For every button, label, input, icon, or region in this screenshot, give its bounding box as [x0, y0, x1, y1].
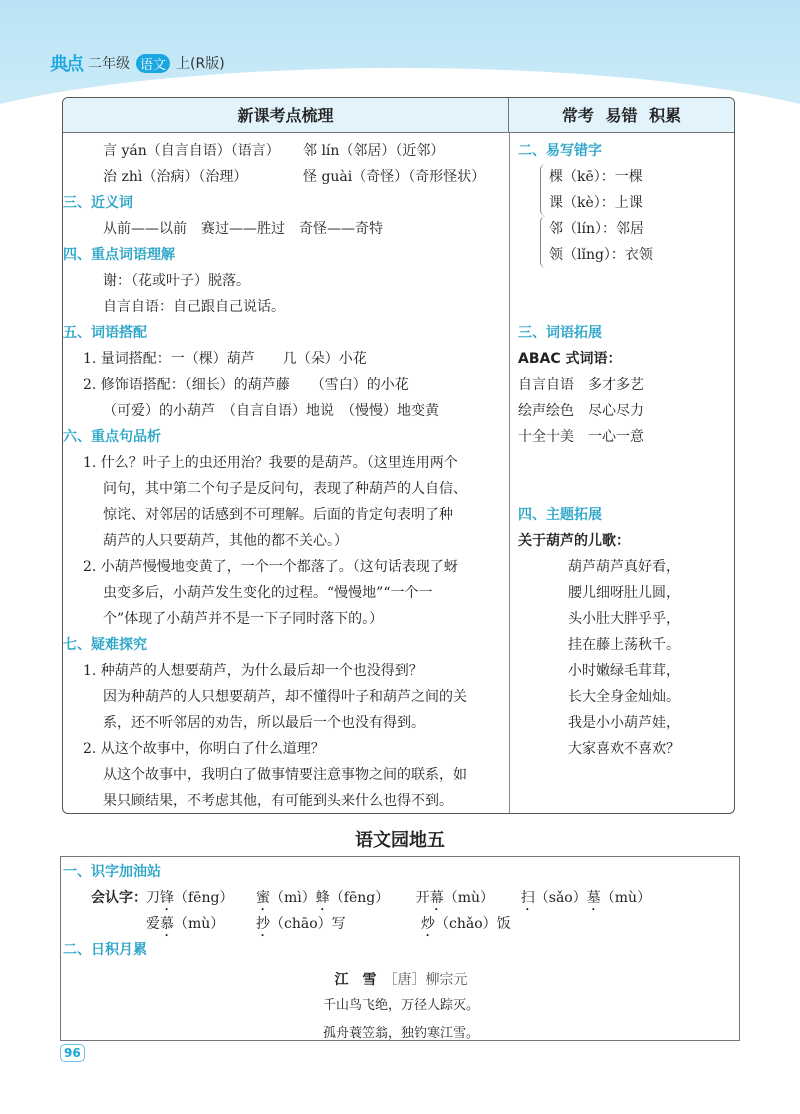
text-line: 1. 种葫芦的人想要葫芦，为什么最后却一个也没得到？	[83, 663, 423, 679]
char-pair: 邻（lín）：邻居	[549, 221, 644, 237]
section-heading: 二、易写错字	[518, 143, 602, 159]
char-pair: 课（kè）：上课	[549, 195, 643, 211]
garden-box	[60, 856, 740, 1041]
song-line: 挂在藤上荡秋千。	[568, 637, 680, 653]
poem-title: 江 雪	[334, 972, 377, 988]
poly-item: 言 yán（自言自语）（语言）	[103, 143, 280, 159]
poem-line: 千山鸟飞绝，万径人踪灭。	[322, 998, 479, 1013]
song-line: 葫芦葫芦真好看，	[568, 559, 680, 575]
text-line: 惊诧、对邻居的话感到不可理解。后面的肯定句表明了种	[103, 507, 453, 523]
word-row: 自言自语 多才多艺	[518, 377, 644, 393]
char-item: 扫（sǎo）	[520, 890, 587, 906]
subheading: 关于葫芦的儿歌：	[518, 533, 630, 549]
text-line: 2. 修饰语搭配：（细长）的葫芦藤 （雪白）的小花	[83, 377, 409, 393]
char-item: 蜜（mì）	[256, 890, 316, 906]
text-line: 问句，其中第二个句子是反问句，表现了种葫芦的人自信、	[103, 481, 467, 497]
text-line: （可爱）的小葫芦 （自言自语）地说 （慢慢）地变黄	[103, 403, 439, 419]
poly-item: 邻 lín（邻居）（近邻）	[303, 143, 445, 159]
song-line: 大家喜欢不喜欢？	[568, 741, 680, 757]
word-row: 绘声绘色 尽心尽力	[518, 403, 644, 419]
char-row	[146, 885, 651, 911]
section-heading: 三、词语拓展	[518, 325, 602, 341]
synonyms: 从前——以前 赛过——胜过 奇怪——奇特	[103, 221, 383, 237]
char-item: 蜂（fēng）	[315, 890, 390, 906]
poem-line: 孤舟蓑笠翁，独钓寒江雪。	[322, 1026, 479, 1041]
char-item: 墓（mù）	[586, 890, 652, 906]
char-item: 爱慕（mù）	[146, 916, 225, 932]
subject-badge: 语文	[136, 54, 170, 73]
char-pair: 棵（kē）：一棵	[549, 169, 643, 185]
char-item: 刀锋（fēng）	[146, 890, 234, 906]
book-header	[50, 50, 225, 76]
page-number: 96	[60, 1044, 85, 1062]
left-column	[63, 138, 509, 814]
song-line: 头小肚大胖乎乎，	[568, 611, 680, 627]
garden-title: 语文园地五	[355, 830, 445, 851]
label: 会认字：	[91, 890, 147, 906]
text-line: 系，还不听邻居的劝告，所以最后一个也没有得到。	[103, 715, 425, 731]
text-line: 谢：（花或叶子）脱落。	[103, 273, 250, 289]
char-item: 炒（chǎo）饭	[421, 916, 511, 932]
section-heading: 一、识字加油站	[63, 864, 161, 880]
poly-item: 治 zhì（治病）（治理）	[103, 169, 248, 185]
char-item: 开幕（mù）	[415, 890, 495, 906]
poem-author: ［唐］柳宗元	[390, 972, 468, 988]
grade-label: 二年级	[88, 56, 130, 72]
text-line: 1. 什么？叶子上的虫还用治？我要的是葫芦。（这里连用两个	[83, 455, 458, 471]
section-heading: 七、疑难探究	[63, 637, 147, 653]
section-heading: 四、主题拓展	[518, 507, 602, 523]
volume-label: 上(R版)	[176, 56, 225, 72]
text-line: 自言自语：自己跟自己说话。	[103, 299, 285, 315]
text-line: 2. 小葫芦慢慢地变黄了，一个一个都落了。（这句话表现了蚜	[83, 559, 458, 575]
right-column	[518, 138, 733, 762]
section-heading: 四、重点词语理解	[63, 247, 175, 263]
song-line: 小时嫩绿毛茸茸，	[568, 663, 680, 679]
poly-item: 怪 guài（奇怪）（奇形怪状）	[303, 169, 486, 185]
text-line: 果只顾结果，不考虑其他，有可能到头来什么也得不到。	[103, 793, 453, 809]
left-title: 新课考点梳理	[63, 98, 509, 132]
right-title: 常考 易错 积累	[561, 106, 682, 125]
song-line: 腰儿细呀肚儿圆，	[568, 585, 680, 601]
text-line: 因为种葫芦的人只想要葫芦，却不懂得叶子和葫芦之间的关	[103, 689, 467, 705]
song-line: 长大全身金灿灿。	[568, 689, 680, 705]
section-heading: 三、近义词	[63, 195, 133, 211]
subheading: ABAC 式词语：	[518, 351, 622, 367]
text-line: 个”体现了小葫芦并不是一下子同时落下的。）	[103, 611, 384, 627]
song-line: 我是小小葫芦娃，	[568, 715, 680, 731]
text-line: 2. 从这个故事中，你明白了什么道理？	[83, 741, 325, 757]
text-line: 虫变多后，小葫芦发生变化的过程。“慢慢地”“一个一	[103, 585, 433, 601]
word-row: 十全十美 一心一意	[518, 429, 644, 445]
brand-logo: 典点	[50, 54, 82, 75]
text-line: 1. 量词搭配：一（棵）葫芦 几（朵）小花	[83, 351, 367, 367]
section-heading: 五、词语搭配	[63, 325, 147, 341]
char-pair: 领（lǐng）：衣领	[549, 247, 653, 263]
char-row	[146, 911, 511, 937]
section-heading: 六、重点句品析	[63, 429, 161, 445]
lesson-table	[62, 97, 735, 814]
song	[518, 554, 733, 762]
text-line: 从这个故事中，我明白了做事情要注意事物之间的联系，如	[103, 767, 467, 783]
char-item: 抄（chāo）写	[256, 916, 346, 932]
section-heading: 二、日积月累	[63, 942, 147, 958]
text-line: 葫芦的人只要葫芦，其他的都不关心。）	[103, 533, 348, 549]
